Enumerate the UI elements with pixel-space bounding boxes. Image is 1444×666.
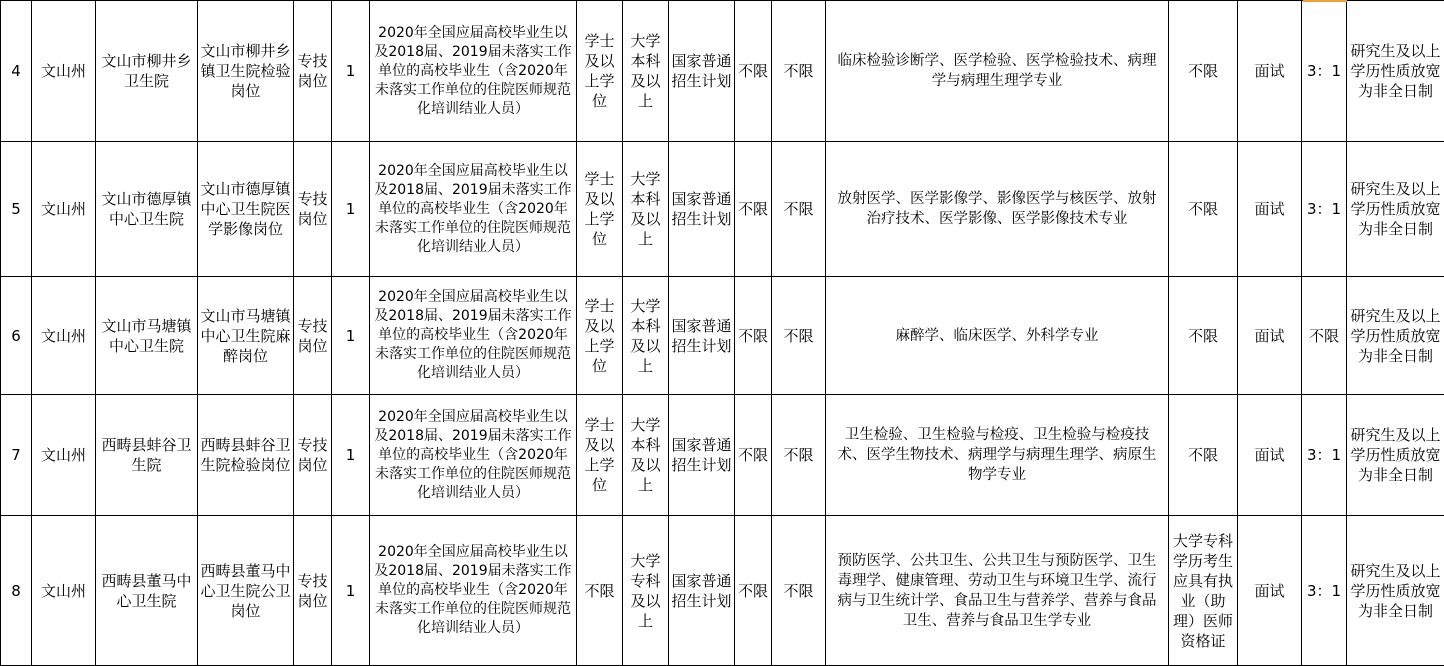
- plan-cell[interactable]: 国家普通招生计划: [669, 1, 735, 142]
- plan-cell[interactable]: 国家普通招生计划: [669, 395, 735, 516]
- count-cell[interactable]: 1: [332, 1, 370, 142]
- other-requirement-cell[interactable]: 不限: [1169, 1, 1238, 142]
- plan-cell[interactable]: 国家普通招生计划: [669, 277, 735, 395]
- other-requirement-cell[interactable]: 不限: [1169, 142, 1238, 277]
- category-cell[interactable]: 专技岗位: [294, 142, 332, 277]
- category-cell[interactable]: 专技岗位: [294, 516, 332, 666]
- count-cell[interactable]: 1: [332, 277, 370, 395]
- category-cell[interactable]: 专技岗位: [294, 1, 332, 142]
- major-cell[interactable]: 麻醉学、临床医学、外科学专业: [826, 277, 1169, 395]
- table-row: [1, 142, 1444, 277]
- count-cell[interactable]: 1: [332, 142, 370, 277]
- no-cell[interactable]: 5: [1, 142, 32, 277]
- region-cell[interactable]: 文山州: [32, 516, 96, 666]
- other-requirement-cell[interactable]: 不限: [1169, 395, 1238, 516]
- ratio-cell[interactable]: 3：1: [1302, 395, 1347, 516]
- age-cell[interactable]: 不限: [772, 277, 826, 395]
- major-cell[interactable]: 临床检验诊断学、医学检验、医学检验技术、病理学与病理生理学专业: [826, 1, 1169, 142]
- major-cell[interactable]: 预防医学、公共卫生、公共卫生与预防医学、卫生毒理学、健康管理、劳动卫生与环境卫生学、流行病与卫生统计学、食品卫生与营养学、营养与食品卫生、营养与食品卫生学专业: [826, 516, 1169, 666]
- exam-method-cell[interactable]: 面试: [1238, 1, 1302, 142]
- gender-cell[interactable]: 不限: [735, 395, 772, 516]
- unit-cell[interactable]: 文山市德厚镇中心卫生院: [96, 142, 198, 277]
- category-cell[interactable]: 专技岗位: [294, 277, 332, 395]
- age-cell[interactable]: 不限: [772, 142, 826, 277]
- table-row: [1, 516, 1444, 666]
- ratio-cell[interactable]: 3：1: [1302, 1, 1347, 142]
- ratio-cell[interactable]: 3：1: [1302, 142, 1347, 277]
- note-cell[interactable]: 研究生及以上学历性质放宽为非全日制: [1347, 516, 1444, 666]
- note-cell[interactable]: 研究生及以上学历性质放宽为非全日制: [1347, 142, 1444, 277]
- region-cell[interactable]: 文山州: [32, 142, 96, 277]
- age-cell[interactable]: 不限: [772, 1, 826, 142]
- position-cell[interactable]: 文山市柳井乡镇卫生院检验岗位: [198, 1, 294, 142]
- education-cell[interactable]: 大学专科及以上: [623, 516, 669, 666]
- other-requirement-cell[interactable]: 不限: [1169, 277, 1238, 395]
- ratio-cell[interactable]: 不限: [1302, 277, 1347, 395]
- requirement-cell[interactable]: 2020年全国应届高校毕业生以及2018届、2019届未落实工作单位的高校毕业生（含2020年未落实工作单位的住院医师规范化培训结业人员）: [370, 142, 577, 277]
- cell-selection-marker: [1303, 0, 1347, 2]
- no-cell[interactable]: 4: [1, 1, 32, 142]
- plan-cell[interactable]: 国家普通招生计划: [669, 142, 735, 277]
- gender-cell[interactable]: 不限: [735, 277, 772, 395]
- plan-cell[interactable]: 国家普通招生计划: [669, 516, 735, 666]
- exam-method-cell[interactable]: 面试: [1238, 277, 1302, 395]
- category-cell[interactable]: 专技岗位: [294, 395, 332, 516]
- ratio-cell[interactable]: 3：1: [1302, 516, 1347, 666]
- exam-method-cell[interactable]: 面试: [1238, 516, 1302, 666]
- requirement-cell[interactable]: 2020年全国应届高校毕业生以及2018届、2019届未落实工作单位的高校毕业生（含2020年未落实工作单位的住院医师规范化培训结业人员）: [370, 277, 577, 395]
- major-cell[interactable]: 卫生检验、卫生检验与检疫、卫生检验与检疫技术、医学生物技术、病理学与病理生理学、病原生物学专业: [826, 395, 1169, 516]
- exam-method-cell[interactable]: 面试: [1238, 142, 1302, 277]
- unit-cell[interactable]: 文山市马塘镇中心卫生院: [96, 277, 198, 395]
- unit-cell[interactable]: 西畴县董马中心卫生院: [96, 516, 198, 666]
- degree-cell[interactable]: 学士及以上学位: [577, 142, 623, 277]
- age-cell[interactable]: 不限: [772, 516, 826, 666]
- no-cell[interactable]: 8: [1, 516, 32, 666]
- region-cell[interactable]: 文山州: [32, 277, 96, 395]
- education-cell[interactable]: 大学本科及以上: [623, 1, 669, 142]
- position-cell[interactable]: 文山市马塘镇中心卫生院麻醉岗位: [198, 277, 294, 395]
- region-cell[interactable]: 文山州: [32, 395, 96, 516]
- requirement-cell[interactable]: 2020年全国应届高校毕业生以及2018届、2019届未落实工作单位的高校毕业生（含2020年未落实工作单位的住院医师规范化培训结业人员）: [370, 395, 577, 516]
- education-cell[interactable]: 大学本科及以上: [623, 277, 669, 395]
- degree-cell[interactable]: 学士及以上学位: [577, 277, 623, 395]
- education-cell[interactable]: 大学本科及以上: [623, 395, 669, 516]
- note-cell[interactable]: 研究生及以上学历性质放宽为非全日制: [1347, 1, 1444, 142]
- gender-cell[interactable]: 不限: [735, 142, 772, 277]
- requirement-cell[interactable]: 2020年全国应届高校毕业生以及2018届、2019届未落实工作单位的高校毕业生（含2020年未落实工作单位的住院医师规范化培训结业人员）: [370, 1, 577, 142]
- count-cell[interactable]: 1: [332, 395, 370, 516]
- unit-cell[interactable]: 文山市柳井乡卫生院: [96, 1, 198, 142]
- degree-cell[interactable]: 学士及以上学位: [577, 1, 623, 142]
- exam-method-cell[interactable]: 面试: [1238, 395, 1302, 516]
- position-cell[interactable]: 西畴县蚌谷卫生院检验岗位: [198, 395, 294, 516]
- region-cell[interactable]: 文山州: [32, 1, 96, 142]
- age-cell[interactable]: 不限: [772, 395, 826, 516]
- note-cell[interactable]: 研究生及以上学历性质放宽为非全日制: [1347, 395, 1444, 516]
- position-cell[interactable]: 文山市德厚镇中心卫生院医学影像岗位: [198, 142, 294, 277]
- gender-cell[interactable]: 不限: [735, 516, 772, 666]
- major-cell[interactable]: 放射医学、医学影像学、影像医学与核医学、放射治疗技术、医学影像、医学影像技术专业: [826, 142, 1169, 277]
- count-cell[interactable]: 1: [332, 516, 370, 666]
- table-row: [1, 1, 1444, 142]
- degree-cell[interactable]: 学士及以上学位: [577, 395, 623, 516]
- no-cell[interactable]: 6: [1, 277, 32, 395]
- education-cell[interactable]: 大学本科及以上: [623, 142, 669, 277]
- no-cell[interactable]: 7: [1, 395, 32, 516]
- table-row: [1, 395, 1444, 516]
- degree-cell[interactable]: 不限: [577, 516, 623, 666]
- table-row: [1, 277, 1444, 395]
- position-cell[interactable]: 西畴县董马中心卫生院公卫岗位: [198, 516, 294, 666]
- gender-cell[interactable]: 不限: [735, 1, 772, 142]
- requirement-cell[interactable]: 2020年全国应届高校毕业生以及2018届、2019届未落实工作单位的高校毕业生（含2020年未落实工作单位的住院医师规范化培训结业人员）: [370, 516, 577, 666]
- note-cell[interactable]: 研究生及以上学历性质放宽为非全日制: [1347, 277, 1444, 395]
- other-requirement-cell[interactable]: 大学专科学历考生应具有执业（助理）医师资格证: [1169, 516, 1238, 666]
- unit-cell[interactable]: 西畴县蚌谷卫生院: [96, 395, 198, 516]
